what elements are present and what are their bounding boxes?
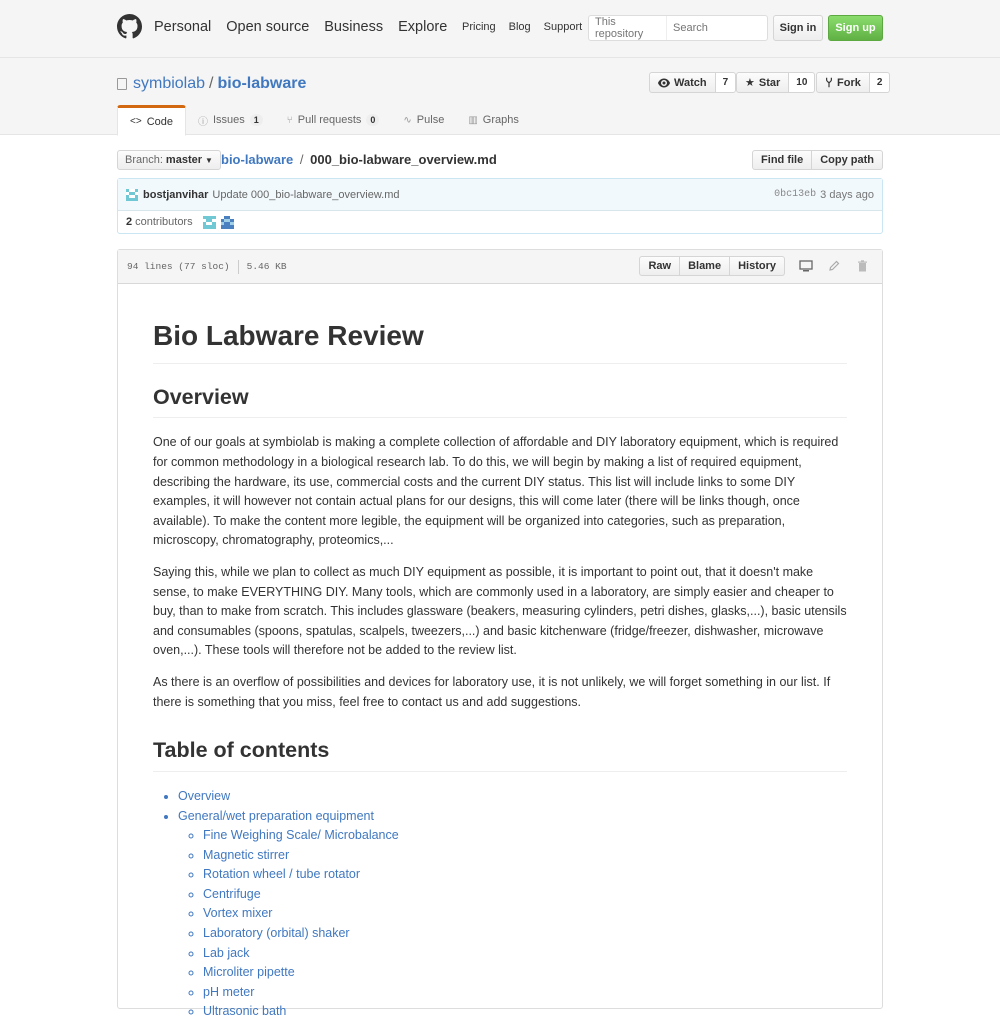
watch-label: Watch bbox=[674, 77, 707, 89]
github-logo-icon[interactable] bbox=[117, 14, 142, 39]
star-label: Star bbox=[759, 77, 780, 89]
toc-link-rotation-wheel[interactable]: Rotation wheel / tube rotator bbox=[203, 867, 360, 881]
overview-paragraph-1: One of our goals at symbiolab is making a complete collection of affordable and DIY laboratory equipment, which is required for common methodology in a biological research lab. To do this, we will begin by making a list of required equipment, describing the hardware, its use, commercial costs and the current DIY status. This list will include links to some DIY examples, it will however not contain actual plans for our designs, this will come later (there will be links though, once available). To make the content more legible, the equipment will be organized into categories, such as preparation, microscopy, chromatography, proteomics,... bbox=[153, 433, 847, 551]
tab-issues-label: Issues bbox=[213, 114, 245, 126]
toc-item[interactable] bbox=[178, 807, 847, 1022]
file-size: 5.46 KB bbox=[247, 261, 287, 272]
nav-open-source[interactable]: Open source bbox=[226, 19, 309, 35]
toc-link-lab-jack[interactable]: Lab jack bbox=[203, 946, 250, 960]
pull-request-icon: ⑂ bbox=[287, 115, 293, 126]
tab-code[interactable] bbox=[117, 105, 186, 136]
nav-support[interactable]: Support bbox=[544, 21, 583, 33]
code-icon: <> bbox=[130, 116, 142, 127]
tab-graphs[interactable] bbox=[456, 105, 531, 135]
repo-header bbox=[0, 58, 1000, 135]
toc-subitem[interactable] bbox=[203, 846, 847, 866]
branch-select-button[interactable] bbox=[117, 150, 221, 170]
branch-prefix: Branch: bbox=[125, 154, 163, 166]
tab-graphs-label: Graphs bbox=[483, 114, 519, 126]
toc-link-ph-meter[interactable]: pH meter bbox=[203, 985, 254, 999]
blame-button[interactable]: Blame bbox=[680, 256, 730, 276]
fork-group bbox=[816, 72, 890, 93]
toc-link-ultrasonic-bath[interactable]: Ultrasonic bath bbox=[203, 1004, 286, 1018]
file-navigation bbox=[117, 150, 883, 171]
nav-pricing[interactable]: Pricing bbox=[462, 21, 496, 33]
breadcrumb-root-link[interactable]: bio-labware bbox=[221, 152, 293, 167]
caret-down-icon: ▼ bbox=[205, 156, 213, 165]
contributor-avatars bbox=[203, 216, 234, 229]
pull-requests-counter: 0 bbox=[366, 114, 379, 126]
commit-message-link[interactable]: Update 000_bio-labware_overview.md bbox=[212, 189, 399, 201]
contributors-count[interactable]: 2 bbox=[126, 216, 132, 228]
copy-path-button[interactable]: Copy path bbox=[812, 150, 883, 170]
readme-content bbox=[118, 284, 882, 1022]
star-button[interactable] bbox=[736, 72, 789, 93]
toc-link-overview[interactable]: Overview bbox=[178, 789, 230, 803]
toc-subitem[interactable] bbox=[203, 865, 847, 885]
toc-link-general-prep[interactable]: General/wet preparation equipment bbox=[178, 809, 374, 823]
nav-business[interactable]: Business bbox=[324, 19, 383, 35]
repo-icon bbox=[117, 78, 127, 90]
overview-paragraph-3: As there is an overflow of possibilities and devices for laboratory use, it is not unlikely, we will forget something in our list. If there is something that you miss, feel free to contact us and add suggestions. bbox=[153, 673, 847, 712]
eye-icon bbox=[658, 78, 670, 88]
document-title: Bio Labware Review bbox=[153, 319, 847, 364]
tab-code-label: Code bbox=[147, 116, 173, 128]
overview-heading: Overview bbox=[153, 385, 847, 419]
tab-pull-requests[interactable] bbox=[275, 105, 392, 135]
commit-sha-link[interactable]: 0bc13eb bbox=[774, 189, 816, 200]
fork-button[interactable] bbox=[816, 72, 870, 93]
file-viewer bbox=[117, 249, 883, 1009]
star-count[interactable]: 10 bbox=[789, 72, 815, 93]
toc-link-magnetic-stirrer[interactable]: Magnetic stirrer bbox=[203, 848, 289, 862]
main-nav bbox=[154, 19, 447, 35]
toc-subitem[interactable] bbox=[203, 983, 847, 1003]
breadcrumb-file: 000_bio-labware_overview.md bbox=[310, 152, 497, 167]
toc-subitem[interactable] bbox=[203, 826, 847, 846]
toc-subitem[interactable] bbox=[203, 1002, 847, 1022]
tab-issues[interactable] bbox=[186, 105, 275, 135]
repo-name-link[interactable]: bio-labware bbox=[217, 75, 306, 93]
file-nav-buttons bbox=[752, 150, 883, 170]
author-avatar[interactable] bbox=[126, 189, 138, 201]
repo-title-separator: / bbox=[209, 75, 213, 93]
commit-author-link[interactable]: bostjanvihar bbox=[143, 189, 208, 201]
history-button[interactable]: History bbox=[730, 256, 785, 276]
overview-paragraph-2: Saying this, while we plan to collect as much DIY equipment as possible, it is important to point out, that it doesn't make sense, to make EVERYTHING DIY. Many tools, which are commonly used in a laboratory, are simply easier and cheaper to buy, than to make from scratch. This includes glassware (beakers, measuring cylinders, petri dishes, glasks,...), basic utensils and consumables (spoons, spatulas, scalpels, tweezers,...) and basic kitchenware (fridge/freezer, dishwasher, microwave oven,...). These tools will therefore not be added to the review list. bbox=[153, 563, 847, 661]
contributor-avatar[interactable] bbox=[221, 216, 234, 229]
find-file-button[interactable]: Find file bbox=[752, 150, 812, 170]
site-header bbox=[0, 0, 1000, 58]
file-actions bbox=[639, 256, 875, 276]
sign-in-button[interactable]: Sign in bbox=[773, 15, 823, 41]
commit-tease bbox=[117, 178, 883, 234]
tab-pulse-label: Pulse bbox=[417, 114, 445, 126]
file-action-buttons bbox=[639, 256, 785, 276]
fork-icon bbox=[825, 77, 833, 88]
graph-icon: ▥ bbox=[468, 115, 477, 126]
pencil-icon[interactable] bbox=[821, 256, 847, 276]
star-icon: ★ bbox=[745, 76, 755, 89]
nav-explore[interactable]: Explore bbox=[398, 19, 447, 35]
file-header bbox=[118, 250, 882, 284]
toc-link-microbalance[interactable]: Fine Weighing Scale/ Microbalance bbox=[203, 828, 399, 842]
file-info-divider bbox=[238, 260, 239, 274]
toc-link-centrifuge[interactable]: Centrifuge bbox=[203, 887, 261, 901]
toc-link-vortex-mixer[interactable]: Vortex mixer bbox=[203, 906, 272, 920]
fork-count[interactable]: 2 bbox=[870, 72, 891, 93]
pulse-icon: ∿ bbox=[403, 115, 411, 126]
repo-tabs bbox=[117, 105, 531, 135]
sub-nav bbox=[462, 21, 582, 33]
contributor-avatar[interactable] bbox=[203, 216, 216, 229]
issues-counter: 1 bbox=[250, 114, 263, 126]
search-input[interactable] bbox=[667, 22, 767, 34]
toc-item[interactable] bbox=[178, 787, 847, 807]
latest-commit bbox=[118, 179, 882, 211]
tab-pull-requests-label: Pull requests bbox=[298, 114, 362, 126]
tab-pulse[interactable] bbox=[391, 105, 456, 135]
toc-subitem[interactable] bbox=[203, 944, 847, 964]
search-scope: This repository bbox=[589, 16, 667, 40]
nav-blog[interactable]: Blog bbox=[509, 21, 531, 33]
watch-button[interactable] bbox=[649, 72, 716, 93]
desktop-icon[interactable] bbox=[793, 256, 819, 276]
toc-sublist bbox=[178, 826, 847, 1022]
file-line-count: 94 lines (77 sloc) bbox=[127, 261, 230, 272]
commit-meta bbox=[774, 189, 874, 201]
sign-up-button[interactable]: Sign up bbox=[828, 15, 883, 41]
repo-owner-link[interactable]: symbiolab bbox=[133, 75, 205, 93]
nav-personal[interactable]: Personal bbox=[154, 19, 211, 35]
star-group bbox=[736, 72, 815, 93]
trash-icon[interactable] bbox=[849, 256, 875, 276]
breadcrumb bbox=[221, 152, 497, 167]
branch-name: master bbox=[166, 154, 202, 166]
search-box bbox=[588, 15, 768, 41]
toc-subitem[interactable] bbox=[203, 904, 847, 924]
toc-link-microliter-pipette[interactable]: Microliter pipette bbox=[203, 965, 295, 979]
watch-count[interactable]: 7 bbox=[716, 72, 737, 93]
commit-time: 3 days ago bbox=[820, 189, 874, 201]
toc-link-orbital-shaker[interactable]: Laboratory (orbital) shaker bbox=[203, 926, 350, 940]
watch-group bbox=[649, 72, 736, 93]
toc-heading: Table of contents bbox=[153, 738, 847, 772]
raw-button[interactable]: Raw bbox=[639, 256, 680, 276]
toc-subitem[interactable] bbox=[203, 885, 847, 905]
toc-subitem[interactable] bbox=[203, 924, 847, 944]
issue-icon: ⓘ bbox=[198, 113, 208, 128]
contributors-summary bbox=[118, 211, 882, 233]
breadcrumb-separator: / bbox=[300, 152, 304, 167]
toc-subitem[interactable] bbox=[203, 963, 847, 983]
repo-title bbox=[117, 75, 306, 93]
toc-list bbox=[153, 787, 847, 1022]
contributors-label[interactable]: contributors bbox=[135, 216, 192, 228]
fork-label: Fork bbox=[837, 77, 861, 89]
